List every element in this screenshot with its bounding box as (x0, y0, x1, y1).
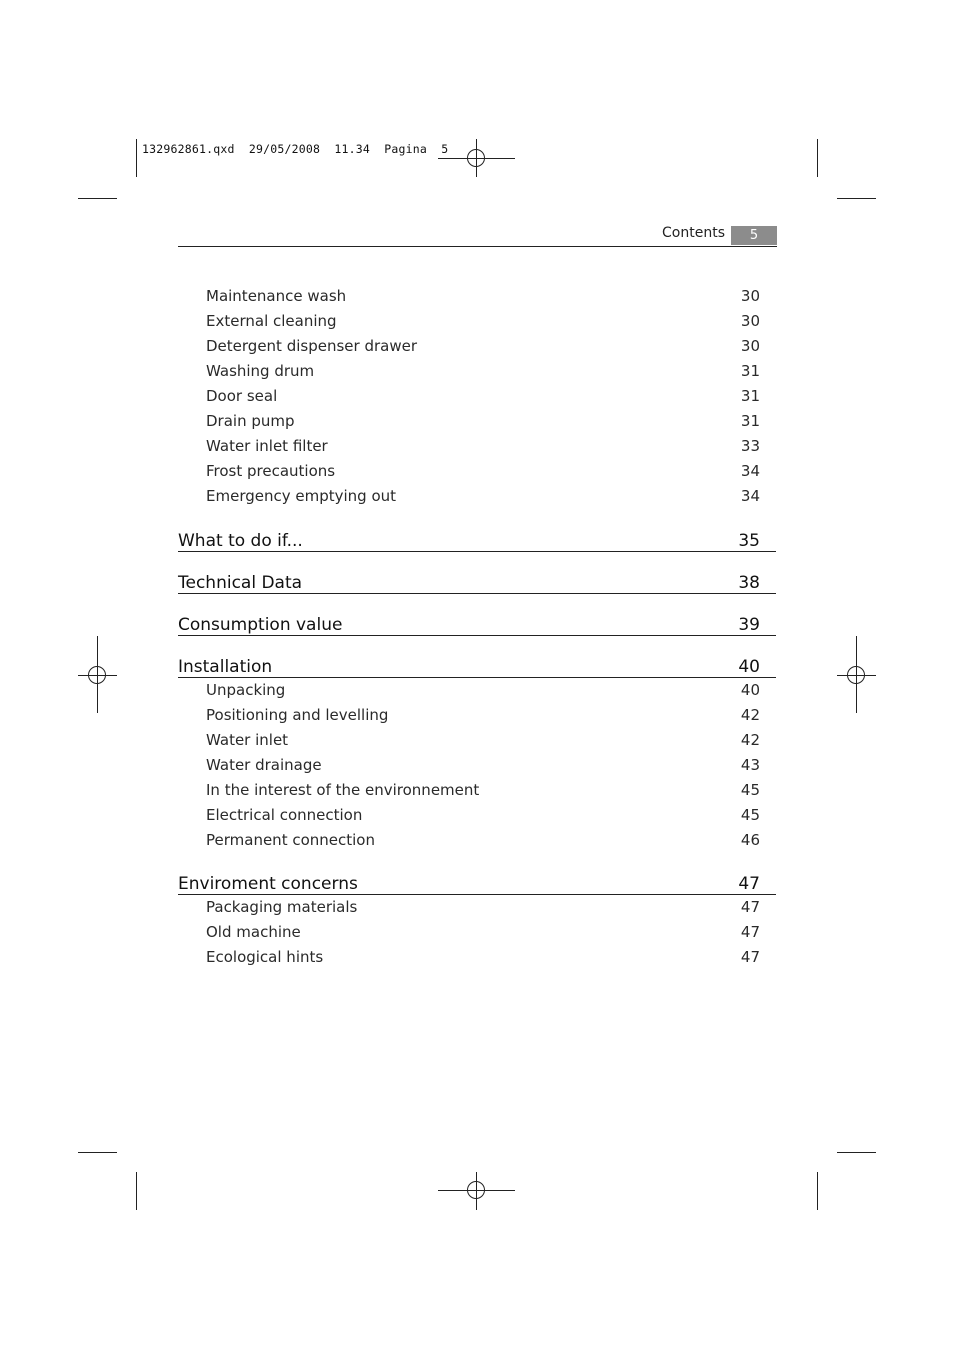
toc-entry-title: In the interest of the environnement (206, 781, 480, 799)
toc-section-page: 39 (738, 615, 760, 635)
toc-entry-title: Permanent connection (206, 831, 375, 849)
crop-mark (837, 198, 876, 199)
toc-entry-title: Emergency emptying out (206, 487, 397, 505)
toc-entry (178, 803, 776, 828)
toc-entry-page: 42 (740, 706, 760, 724)
toc-entry (178, 384, 776, 409)
toc-entry-title: Water inlet (206, 731, 289, 749)
header-rule (178, 246, 777, 247)
crop-mark (136, 139, 137, 177)
toc-entry-title: Ecological hints (206, 948, 324, 966)
registration-circle-icon (847, 666, 865, 684)
toc-entry-title: Electrical connection (206, 806, 363, 824)
toc-entry (178, 828, 776, 853)
toc-entry-title: Door seal (206, 387, 278, 405)
toc-section-page: 40 (738, 657, 760, 677)
toc-entry-title: Frost precautions (206, 462, 336, 480)
crop-mark (78, 198, 117, 199)
toc-entry-page: 30 (740, 337, 760, 355)
toc-entry-title: Packaging materials (206, 898, 358, 916)
toc-entry-title: Washing drum (206, 362, 315, 380)
toc-section (178, 525, 776, 552)
toc-entry-page: 31 (740, 387, 760, 405)
toc-entry (178, 920, 776, 945)
print-slug: 132962861.qxd 29/05/2008 11.34 Pagina 5 (142, 142, 449, 156)
toc-entry (178, 359, 776, 384)
toc-entry-title: Drain pump (206, 412, 295, 430)
toc-entry (178, 434, 776, 459)
toc-entry (178, 728, 776, 753)
page-number-badge: 5 (731, 226, 777, 245)
toc-entry (178, 678, 776, 703)
toc-entry-title: Detergent dispenser drawer (206, 337, 417, 355)
toc-entry-title: Unpacking (206, 681, 286, 699)
registration-circle-icon (467, 149, 485, 167)
toc-section-page: 47 (738, 874, 760, 894)
toc-section-title: Consumption value (178, 615, 343, 635)
toc-entry (178, 334, 776, 359)
toc-entry-title: Old machine (206, 923, 301, 941)
toc-section-title: Installation (178, 657, 273, 677)
toc-entry-title: Water drainage (206, 756, 322, 774)
toc-entry-page: 47 (740, 898, 760, 916)
toc-entry-page: 31 (740, 412, 760, 430)
toc-entry-title: External cleaning (206, 312, 337, 330)
toc-entry-page: 30 (740, 312, 760, 330)
toc-section-title: What to do if... (178, 531, 303, 551)
crop-mark (78, 1152, 117, 1153)
toc-entry (178, 895, 776, 920)
toc-entry (178, 284, 776, 309)
toc-subsection-list (178, 678, 776, 853)
toc-entry-page: 47 (740, 948, 760, 966)
crop-mark (837, 1152, 876, 1153)
toc-entry-page: 43 (740, 756, 760, 774)
toc-entry (178, 484, 776, 509)
toc-entry (178, 459, 776, 484)
toc-subsection-list (178, 895, 776, 970)
toc-section-page: 38 (738, 573, 760, 593)
toc-section (178, 609, 776, 636)
toc-entry-page: 45 (740, 806, 760, 824)
running-header-label: Contents (662, 225, 725, 241)
toc-section-title: Enviroment concerns (178, 874, 358, 894)
toc-entry (178, 703, 776, 728)
toc-entry-page: 45 (740, 781, 760, 799)
toc-entry (178, 945, 776, 970)
toc-entry-page: 30 (740, 287, 760, 305)
crop-mark (817, 139, 818, 177)
toc-entry (178, 409, 776, 434)
toc-entry-page: 47 (740, 923, 760, 941)
toc-entry-page: 34 (740, 487, 760, 505)
registration-circle-icon (88, 666, 106, 684)
toc-subsection-list (178, 284, 776, 509)
registration-circle-icon (467, 1181, 485, 1199)
toc-section (178, 567, 776, 594)
toc-entry (178, 309, 776, 334)
toc-entry (178, 753, 776, 778)
crop-mark (136, 1172, 137, 1210)
toc-entry-page: 31 (740, 362, 760, 380)
toc-entry-title: Water inlet filter (206, 437, 328, 455)
toc-entry-title: Positioning and levelling (206, 706, 389, 724)
toc-section-title: Technical Data (178, 573, 303, 593)
toc-entry (178, 778, 776, 803)
toc-entry-page: 33 (740, 437, 760, 455)
toc-section-page: 35 (738, 531, 760, 551)
toc-entry-page: 42 (740, 731, 760, 749)
toc-entry-title: Maintenance wash (206, 287, 347, 305)
toc-section (178, 868, 776, 895)
toc-entry-page: 46 (740, 831, 760, 849)
toc-entry-page: 40 (740, 681, 760, 699)
toc-section (178, 651, 776, 678)
crop-mark (817, 1172, 818, 1210)
toc-entry-page: 34 (740, 462, 760, 480)
table-of-contents (178, 284, 776, 970)
